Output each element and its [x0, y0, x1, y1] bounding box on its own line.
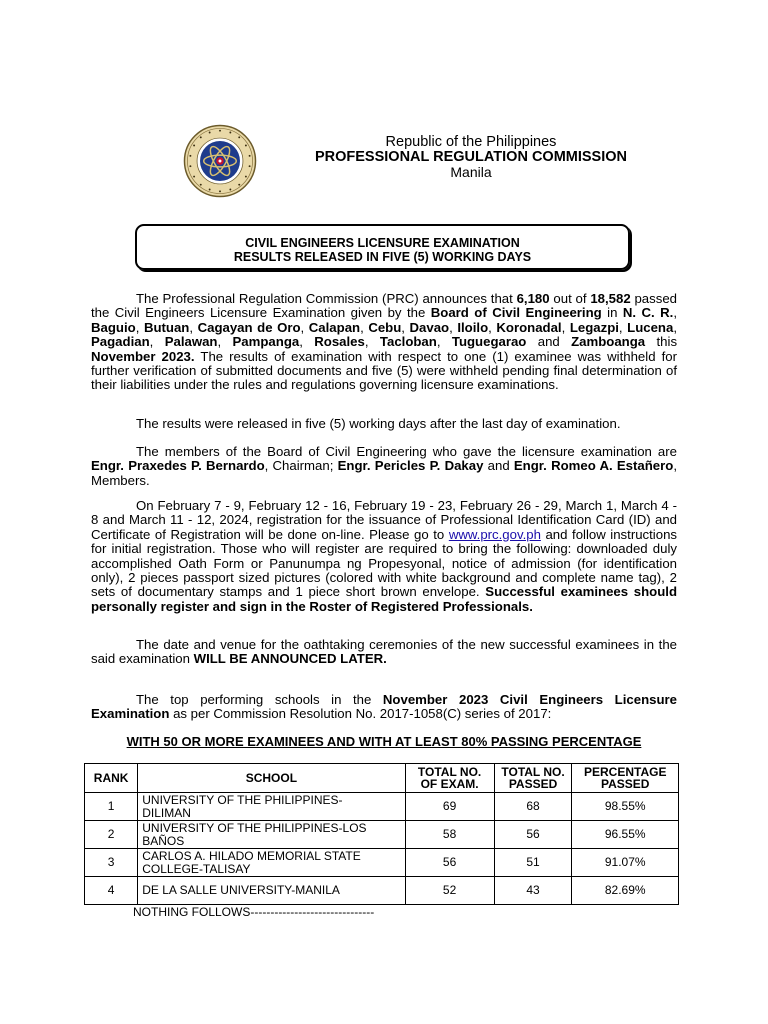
title-box — [135, 224, 630, 270]
cell-school — [138, 793, 405, 821]
header-total-exam — [405, 764, 494, 793]
header-total-passed — [494, 764, 572, 793]
cell-rank: 2 — [85, 821, 138, 849]
cell-school-line-1: UNIVERSITY OF THE PHILIPPINES- — [142, 793, 343, 807]
table-header-row — [85, 764, 679, 793]
cell-rank: 4 — [85, 877, 138, 905]
header-percentage — [572, 764, 679, 793]
cell-total-exam: 52 — [405, 877, 494, 905]
title-line-1: CIVIL ENGINEERS LICENSURE EXAMINATION — [245, 236, 520, 250]
cell-total-exam: 69 — [405, 793, 494, 821]
table-row — [85, 849, 679, 877]
cell-total-passed: 68 — [494, 793, 572, 821]
cell-school-line-2: DILIMAN — [142, 805, 191, 820]
header-rank: RANK — [85, 764, 138, 793]
paragraph-oathtaking: The date and venue for the oathtaking ceremonies of the new successful examinees in the said examination WILL BE ANNOUNCED LATER. — [91, 637, 677, 667]
header-commission: PROFESSIONAL REGULATION COMMISSION — [314, 149, 628, 165]
cell-school — [138, 821, 405, 849]
cell-total-exam: 56 — [405, 849, 494, 877]
top-schools-table — [84, 763, 679, 905]
header-percentage-line-1: PERCENTAGE — [584, 764, 667, 779]
table-row — [85, 793, 679, 821]
table-subheading: WITH 50 OR MORE EXAMINEES AND WITH AT LEAST 80% PASSING PERCENTAGE — [126, 734, 642, 749]
cell-school — [138, 849, 405, 877]
header-total-exam-line-1: TOTAL NO. — [417, 764, 482, 779]
cell-total-exam: 58 — [405, 821, 494, 849]
paragraph-registration: On February 7 - 9, February 12 - 16, February 19 - 23, February 26 - 29, March 1, March 4 - 8 and March 11 - 12, 2024, registration for the issuance of Professional Identification Card (ID) and Certificate of Registration will be done on-line. Please go to www.prc.gov.ph and follow instructions for initial registration. Those who will register are required to bring the following: downloaded duly accomplished Oath Form or Panunumpa ng Propesyonal, notice of admission (for identification only), 2 pieces passport sized pictures (colored with white background and complete name tag), 2 sets of documentary stamps and 1 piece short brown envelope. Successful examinees should personally register and sign in the Roster of Registered Professionals. — [91, 498, 677, 614]
header-percentage-line-2: PASSED — [601, 777, 650, 791]
table-row — [85, 821, 679, 849]
header-city: Manila — [450, 164, 492, 180]
header-republic: Republic of the Philippines — [385, 134, 557, 150]
cell-total-passed: 51 — [494, 849, 572, 877]
paragraph-announcement: The Professional Regulation Commission (PRC) announces that 6,180 out of 18,582 passed the Civil Engineers Licensure Examination given by the Board of Civil Engineering in N. C. R., Baguio, Butuan, Cagayan de Oro, Calapan, Cebu, Davao, Iloilo, Koronadal, Legazpi, Lucena, Pagadian, Palawan, Pampanga, Rosales, Tacloban, Tuguegarao and Zamboanga this November 2023. The results of examination with respect to one (1) examinee was withheld for further verification of submitted documents and five (5) were withheld pending final determination of their liabilities under the rules and regulations governing licensure examinations. — [91, 291, 678, 393]
cell-rank: 3 — [85, 849, 138, 877]
cell-percentage: 96.55% — [572, 821, 679, 849]
cell-school — [138, 877, 405, 905]
header-total-exam-line-2: OF EXAM. — [420, 777, 479, 791]
cell-school-line-2: BAÑOS — [142, 833, 185, 848]
prc-seal-icon — [183, 124, 257, 198]
title-line-2: RESULTS RELEASED IN FIVE (5) WORKING DAYS — [233, 250, 532, 264]
cell-percentage: 82.69% — [572, 877, 679, 905]
header-school: SCHOOL — [138, 764, 405, 793]
cell-total-passed: 43 — [494, 877, 572, 905]
cell-school-line-1: CARLOS A. HILADO MEMORIAL STATE — [142, 849, 361, 863]
nothing-follows: NOTHING FOLLOWS------------------------------- — [133, 905, 375, 919]
cell-percentage: 98.55% — [572, 793, 679, 821]
table-row — [85, 877, 679, 905]
paragraph-top-schools: The top performing schools in the November 2023 Civil Engineers Licensure Examination as per Commission Resolution No. 2017-1058(C) series of 2017: — [91, 692, 677, 722]
paragraph-release: The results were released in five (5) working days after the last day of examination. — [136, 416, 621, 431]
cell-total-passed: 56 — [494, 821, 572, 849]
header-total-passed-line-2: PASSED — [508, 777, 558, 791]
cell-percentage: 91.07% — [572, 849, 679, 877]
prc-website-link[interactable]: www.prc.gov.ph — [448, 526, 541, 542]
paragraph-board-members: The members of the Board of Civil Engineering who gave the licensure examination are Engr. Praxedes P. Bernardo, Chairman; Engr. Pericles P. Dakay and Engr. Romeo A. Estañero, Members. — [91, 444, 677, 488]
cell-school-line-2: COLLEGE-TALISAY — [142, 861, 251, 876]
cell-school-line-1: UNIVERSITY OF THE PHILIPPINES-LOS — [142, 821, 367, 835]
cell-school-line-1: DE LA SALLE UNIVERSITY-MANILA — [142, 883, 340, 898]
cell-rank: 1 — [85, 793, 138, 821]
header-total-passed-line-1: TOTAL NO. — [501, 764, 565, 779]
